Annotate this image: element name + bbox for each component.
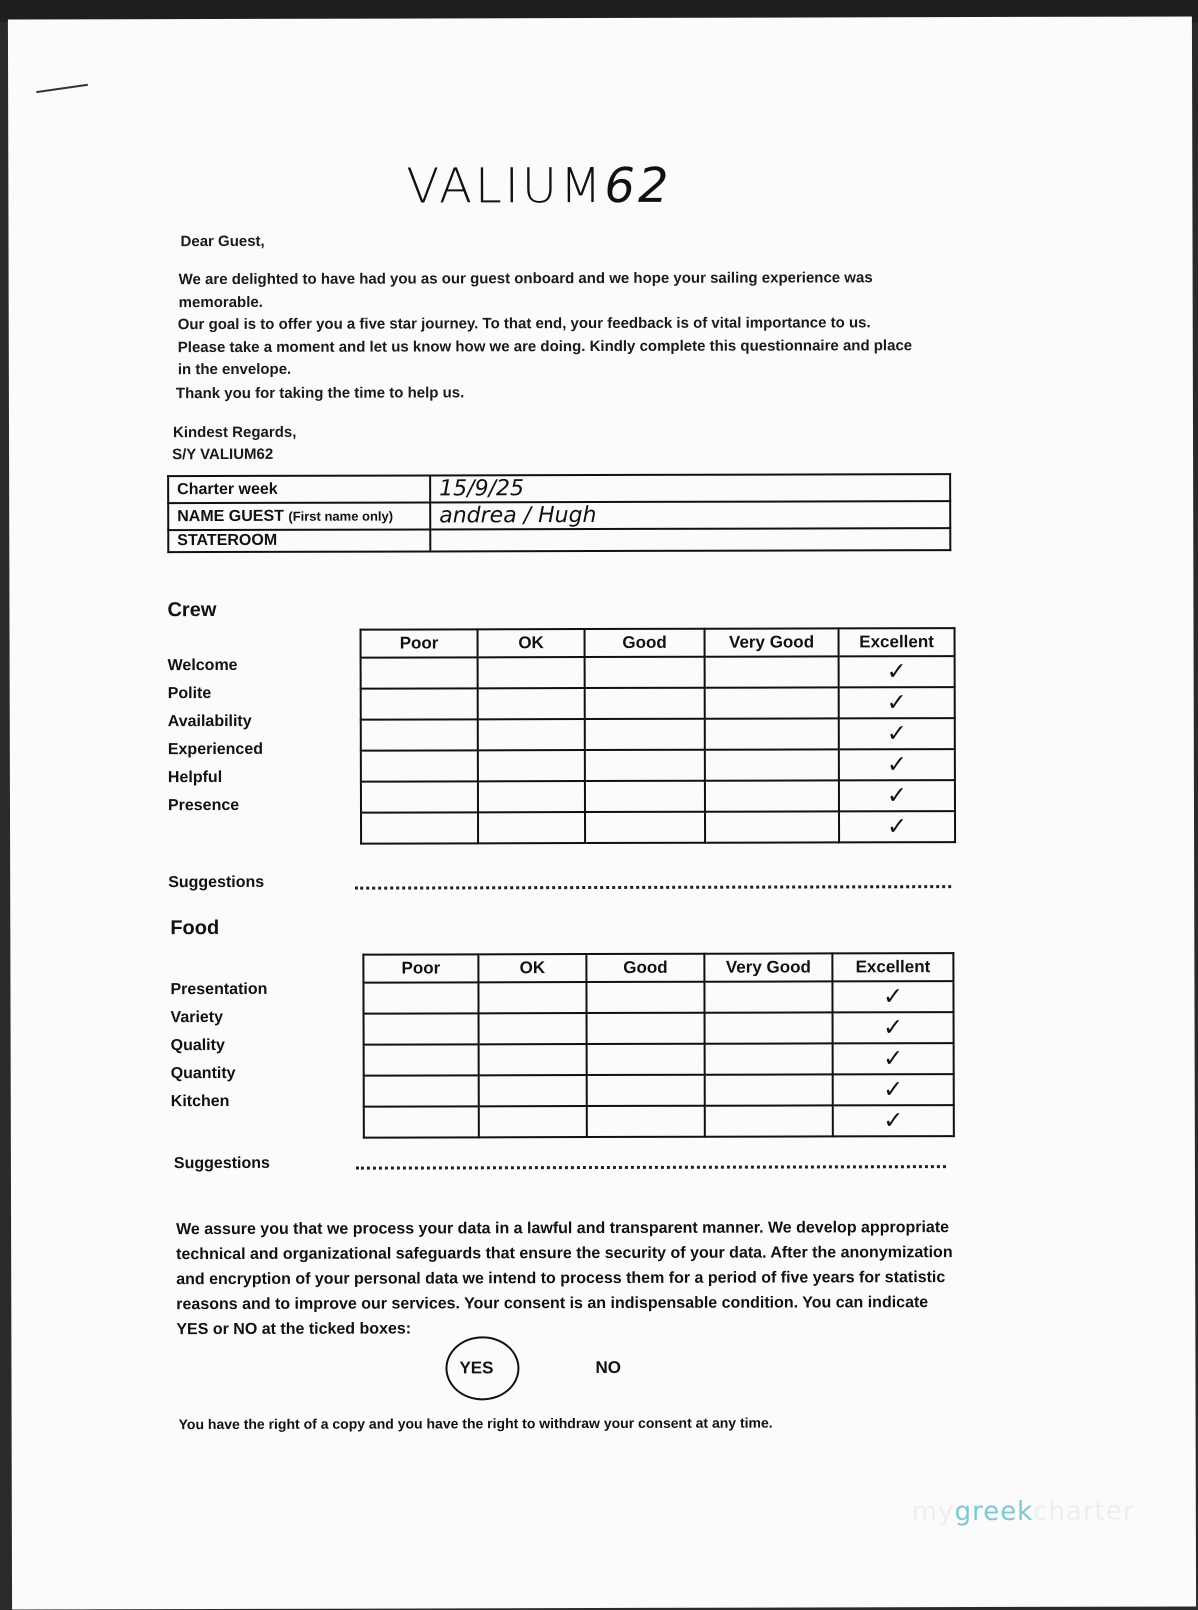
crew-label: Helpful <box>167 768 223 787</box>
crew-suggestions-label: Suggestions <box>168 873 265 892</box>
info-row-guest-name: NAME GUEST (First name only) andrea / Hugh <box>168 501 950 530</box>
table-row <box>361 811 955 844</box>
food-label: Variety <box>170 1008 224 1027</box>
grid-header: Poor OK Good Very Good Excellent <box>363 953 953 983</box>
check-mark-icon: ✓ <box>883 1076 904 1104</box>
food-section-title: Food <box>170 917 220 940</box>
mygreekcharter-watermark: mygreekcharter <box>911 1496 1135 1528</box>
crew-label: Experienced <box>167 740 264 759</box>
table-row <box>363 981 953 1014</box>
checkbox-excellent[interactable] <box>833 1043 954 1074</box>
checkbox-excellent[interactable] <box>832 981 953 1012</box>
food-label: Kitchen <box>170 1092 230 1111</box>
charter-week-field[interactable]: 15/9/25 <box>430 474 950 502</box>
checkbox-excellent[interactable] <box>833 1012 954 1043</box>
closing: Kindest Regards, <box>172 423 297 442</box>
table-row <box>364 1043 954 1076</box>
table-row <box>361 718 955 751</box>
checkbox-excellent[interactable] <box>839 749 955 780</box>
check-mark-icon: ✓ <box>883 1045 904 1073</box>
letter-paragraph-3: Thank you for taking the time to help us. <box>175 384 465 403</box>
table-row <box>361 656 955 689</box>
crew-label: Availability <box>167 712 252 731</box>
checkbox-excellent[interactable] <box>833 1074 954 1105</box>
crew-rating-grid <box>360 627 957 845</box>
checkbox-excellent[interactable] <box>839 811 955 842</box>
info-row-charter-week: Charter week 15/9/25 <box>168 474 950 503</box>
checkbox-excellent[interactable] <box>839 687 955 718</box>
consent-yes-option[interactable]: YES <box>459 1358 494 1378</box>
checkbox-excellent[interactable] <box>839 656 955 687</box>
signature: S/Y VALIUM62 <box>172 445 274 464</box>
crew-label: Welcome <box>167 656 238 675</box>
guest-name-field[interactable]: andrea / Hugh <box>430 501 950 529</box>
food-labels <box>170 981 267 1121</box>
check-mark-icon: ✓ <box>882 983 904 1011</box>
letter-paragraph-1: We are delighted to have had you as our guest onboard and we hope your sailing experience was memorable. <box>178 269 873 311</box>
info-row-stateroom: STATEROOM <box>168 528 950 552</box>
check-mark-icon: ✓ <box>886 782 908 810</box>
table-row <box>361 780 955 813</box>
grid-header: Poor OK Good Very Good Excellent <box>361 628 955 658</box>
consent-text: We assure you that we process your data in a lawful and transparent manner. We develop appropriate technical and organizational safeguards that ensure the security of your data. After the anonymization and encryption of your personal data we intend to process them for a period of five years for statistic reasons and to improve our services. Your consent is an indispensable condition. You can indicate YES or NO at the ticked boxes: <box>176 1219 953 1339</box>
check-mark-icon: ✓ <box>883 1107 904 1135</box>
crew-labels <box>168 657 264 825</box>
consent-no-option[interactable]: NO <box>595 1357 621 1378</box>
feedback-form-page <box>8 16 1196 1609</box>
table-row <box>361 749 955 782</box>
check-mark-icon: ✓ <box>886 689 907 717</box>
crew-suggestions-field[interactable] <box>355 885 951 890</box>
check-mark-icon: ✓ <box>886 658 907 686</box>
letter-paragraph-2: Our goal is to offer you a five star journey. To that end, your feedback is of vital importance to us. Please take a moment and let us know how we are doing. Kindly complete this questionnaire and place in the envelope. <box>177 314 913 379</box>
food-label: Presentation <box>170 980 268 999</box>
crew-section-title: Crew <box>167 599 217 622</box>
table-row <box>361 687 955 720</box>
greeting: Dear Guest, <box>180 232 265 251</box>
pen-mark <box>36 84 88 93</box>
food-label: Quantity <box>170 1064 236 1083</box>
check-mark-icon: ✓ <box>886 751 907 779</box>
check-mark-icon: ✓ <box>886 720 907 748</box>
crew-label: Polite <box>167 685 212 703</box>
food-suggestions-label: Suggestions <box>173 1154 270 1173</box>
checkbox-excellent[interactable] <box>839 780 955 811</box>
stateroom-field[interactable] <box>430 528 950 551</box>
table-row <box>364 1105 954 1138</box>
food-suggestions-field[interactable] <box>356 1165 946 1170</box>
check-mark-icon: ✓ <box>882 1014 904 1042</box>
crew-label: Presence <box>167 796 240 815</box>
food-label: Quality <box>170 1036 225 1055</box>
table-row <box>364 1012 954 1045</box>
guest-info-table <box>167 473 951 553</box>
food-rating-grid <box>362 952 954 1139</box>
check-mark-icon: ✓ <box>886 813 908 841</box>
table-row <box>364 1074 954 1107</box>
consent-footer: You have the right of a copy and you have the right to withdraw your consent at any time. <box>178 1414 773 1433</box>
checkbox-excellent[interactable] <box>833 1105 954 1136</box>
checkbox-excellent[interactable] <box>839 718 955 749</box>
valium62-logo: VALIUM62 <box>406 157 672 215</box>
